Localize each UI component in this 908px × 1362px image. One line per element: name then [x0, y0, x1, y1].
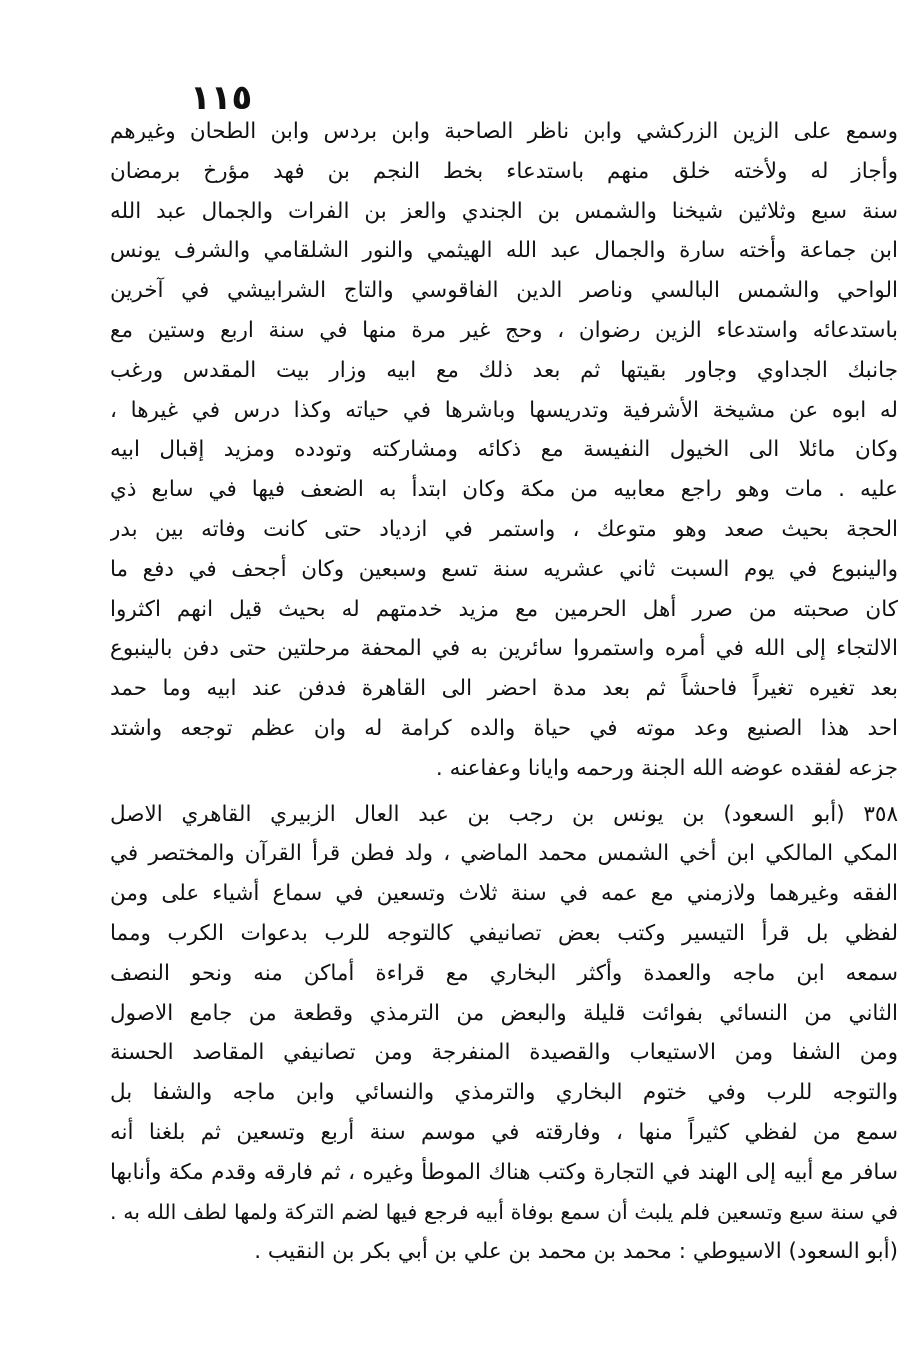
text-line: ابن جماعة وأخته سارة والجمال عبد الله الهيثمي والنور الشلقامي والشرف يونس [110, 238, 898, 264]
text-line: وكان مائلا الى الخيول النفيسة مع ذكائه ومشاركته وتودده ومزيد إقبال ابيه [110, 437, 898, 463]
text-line: بعد تغيره تغيراً فاحشاً ثم بعد مدة احضر الى القاهرة فدفن عند ابيه وما حمد [110, 676, 898, 702]
text-line: الفقه وغيرهما ولازمني مع عمه في سنة ثلاث وتسعين في سماع أشياء على ومن [110, 881, 898, 907]
text-line: وأجاز له ولأخته خلق منهم باستدعاء بخط النجم بن فهد مؤرخ برمضان [110, 158, 898, 184]
text-line: المكي المالكي ابن أخي الشمس محمد الماضي ، ولد فطن قرأ القرآن والمختصر في [110, 841, 898, 867]
text-line: جانبك الجداوي وجاور بقيتها ثم بعد ذلك مع ابيه وزار بيت المقدس ورغب [110, 357, 898, 383]
text-line: جزعه لفقده عوضه الله الجنة ورحمه وايانا وعفاعنه . [435, 755, 898, 781]
text-line: الواحي والشمس البالسي وناصر الدين الفاقوسي والتاج الشرابيشي في آخرين [110, 278, 898, 304]
cross-reference-line: (أبو السعود) الاسيوطي : محمد بن محمد بن علي بن أبي بكر بن النقيب . [254, 1239, 898, 1265]
text-line: عليه . مات وهو راجع معابيه من مكة وكان ابتدأ به الضعف فيها في سابع ذي [110, 477, 898, 503]
text-line: سمع من لفظي كثيراً منها ، وفارقته في موسم سنة أربع وتسعين ثم بلغنا أنه [110, 1119, 898, 1145]
page-body [110, 112, 898, 1272]
text-line: ومن الشفا ومن الاستيعاب والقصيدة المنفرجة ومن تصانيفي المقاصد الحسنة [110, 1040, 898, 1066]
text-line: كان صحبته من صرر أهل الحرمين مع مزيد خدمتهم له بحيث قيل انهم اكثروا [110, 596, 898, 622]
page-number: ١١٥ [190, 78, 253, 118]
text-line: الحجة بحيث صعد وهو متوعك ، واستمر في ازدياد حتى كانت وفاته بين بدر [110, 516, 898, 542]
cross-reference-entry [110, 1232, 898, 1272]
text-line: وسمع على الزين الزركشي وابن ناظر الصاحبة وابن بردس وابن الطحان وغيرهم [110, 119, 898, 144]
text-line: لفظي بل قرأ التيسير وكتب بعض تصانيفي كالتوجه للرب بدعوات الكرب ومما [110, 920, 898, 946]
text-line: احد هذا الصنيع وعد موته في حياة والده كرامة له وان عظم توجعه واشتد [110, 715, 898, 741]
text-line: الالتجاء إلى الله في أمره واستمروا سائرين به في المحفة مرحلتين حتى دفن بالينبوع [110, 636, 898, 662]
text-line: والتوجه للرب وفي ختوم البخاري والترمذي والنسائي وابن ماجه والشفا بل [110, 1080, 898, 1106]
text-line: باستدعائه واستدعاء الزين رضوان ، وحج غير مرة منها في سنة اربع وستين مع [110, 317, 898, 343]
entry-357-continuation [110, 112, 898, 789]
text-line: له ابوه عن مشيخة الأشرفية وتدريسها وباشرها في حياته وكذا درس في غيرها ، [110, 397, 898, 423]
text-line: في سنة سبع وتسعين فلم يلبث أن سمع بوفاة أبيه فرجع فيها لضم التركة ولمها لطف الله به . [110, 1199, 898, 1224]
entry-heading-line: ٣٥٨ (أبو السعود) بن يونس بن رجب بن عبد العال الزبيري القاهري الاصل [110, 801, 898, 827]
text-line: سمعه ابن ماجه والعمدة وأكثر البخاري مع قراءة أماكن منه ونحو النصف [110, 960, 898, 986]
text-line: سافر مع أبيه إلى الهند في التجارة وكتب هناك الموطأ وغيره ، ثم فارقه وقدم مكة وأنابها [110, 1159, 898, 1185]
entry-358 [110, 795, 898, 1233]
text-line: سنة سبع وثلاثين شيخنا والشمس بن الجندي والعز بن الفرات والجمال عبد الله [110, 198, 898, 224]
text-line: والينبوع في يوم السبت ثاني عشريه سنة تسع وسبعين وكان أجحف في دفع ما [110, 556, 898, 582]
text-line: الثاني من النسائي بفوائت قليلة والبعض من الترمذي وقطعة من جامع الاصول [110, 1000, 898, 1026]
